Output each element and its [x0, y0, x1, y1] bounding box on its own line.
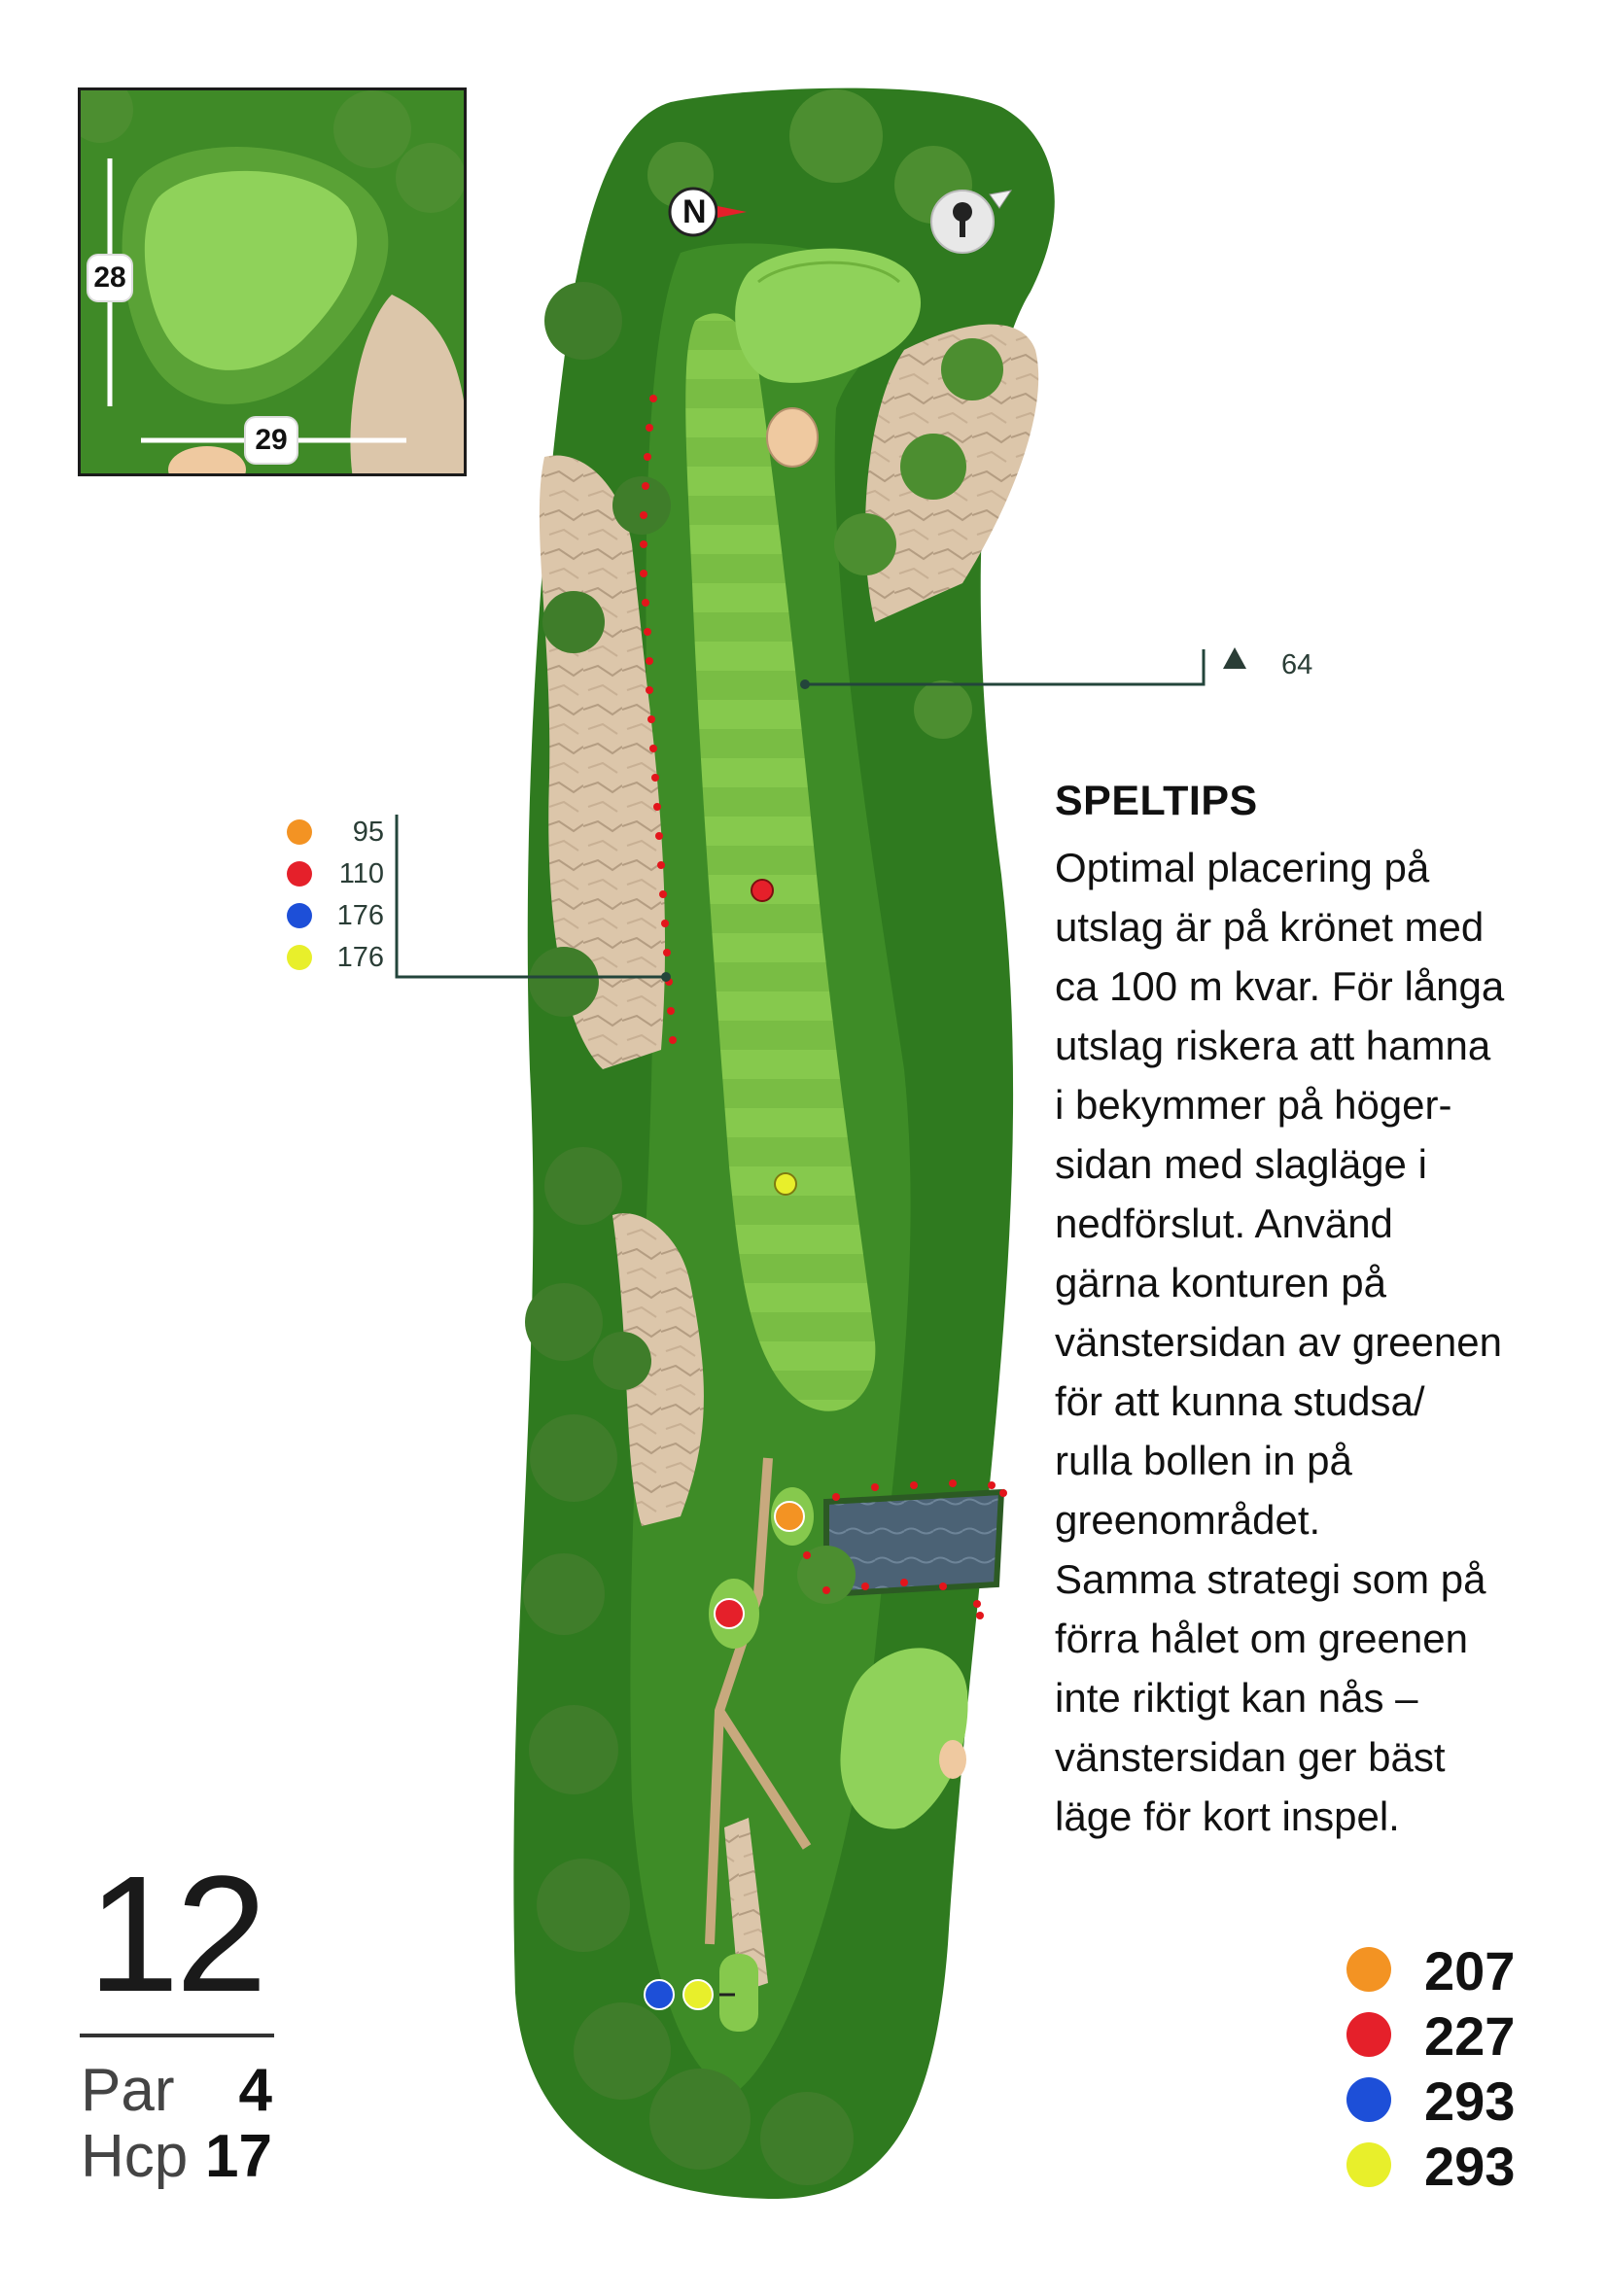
- hole-number-divider: [80, 2034, 274, 2037]
- layup-distance-dot: [287, 819, 312, 845]
- par-label: Par: [81, 2057, 175, 2124]
- hcp-value: 17: [205, 2123, 272, 2190]
- marker-64-distance: 64: [1281, 649, 1313, 680]
- layup-distance-value: 176: [336, 942, 384, 973]
- adjacent-bunker: [939, 1740, 966, 1779]
- layup-distance-row: [287, 858, 394, 887]
- green-depth-badge: 28: [88, 256, 131, 300]
- tips-title: SPELTIPS: [1055, 778, 1258, 824]
- tee-length-value: 207: [1424, 1940, 1516, 2001]
- layup-distance-dot: [287, 861, 312, 887]
- tee-length-value: 293: [1424, 2136, 1516, 2197]
- target-dot-red: [752, 880, 773, 901]
- tee-marker-orange: [775, 1502, 804, 1531]
- tee-color-dot: [1346, 2077, 1391, 2122]
- tee-marker-blue: [645, 1980, 674, 2009]
- tips-body: Optimal placering på utslag är på krönet med ca 100 m kvar. För långa utslag riskera att hamna i bekymmer på höger- sidan med slagläge i nedförslut. Använd gärna konturen på vänstersidan av greenen för att kunna studsa/ rulla bollen in på greenområdet. Samma strategi som på förra hålet om greenen inte riktigt kan nås – vänstersidan ger bäst läge för kort inspel.: [1055, 845, 1505, 1839]
- tee-length-value: 227: [1424, 2005, 1516, 2067]
- layup-distance-value: 95: [352, 817, 384, 848]
- tee-color-dot: [1346, 2012, 1391, 2057]
- marker-64-triangle: [1223, 647, 1246, 669]
- hole-number: 12: [87, 1842, 264, 2027]
- tee-marker-red: [715, 1599, 744, 1628]
- layup-distance-row: [287, 942, 394, 971]
- tee-color-dot: [1346, 1947, 1391, 1992]
- marker-64-anchor: [800, 679, 810, 689]
- layup-distance-value: 176: [336, 900, 384, 931]
- layup-distance-dot: [287, 945, 312, 970]
- tee-box-back: [719, 1954, 758, 2032]
- tee-length-row: [1346, 2135, 1541, 2197]
- north-label: N: [682, 193, 707, 230]
- par-value: 4: [238, 2057, 272, 2124]
- tee-length-row: [1346, 2070, 1541, 2132]
- green-inset: [78, 87, 467, 476]
- tee-length-row: [1346, 1939, 1541, 2001]
- hcp-label: Hcp: [81, 2123, 189, 2190]
- layup-distance-dot: [287, 903, 312, 928]
- layup-distance-value: 110: [338, 858, 384, 889]
- layup-distance-row: [287, 900, 394, 929]
- green-width-badge: 29: [246, 418, 297, 463]
- layup-distance-row: [287, 817, 394, 846]
- target-dot-yellow: [775, 1173, 796, 1195]
- greenside-bunker: [767, 408, 818, 467]
- tee-marker-yellow: [683, 1980, 713, 2009]
- tee-length-value: 293: [1424, 2070, 1516, 2132]
- layup-anchor: [661, 972, 671, 982]
- tee-length-row: [1346, 2004, 1541, 2067]
- tee-color-dot: [1346, 2142, 1391, 2187]
